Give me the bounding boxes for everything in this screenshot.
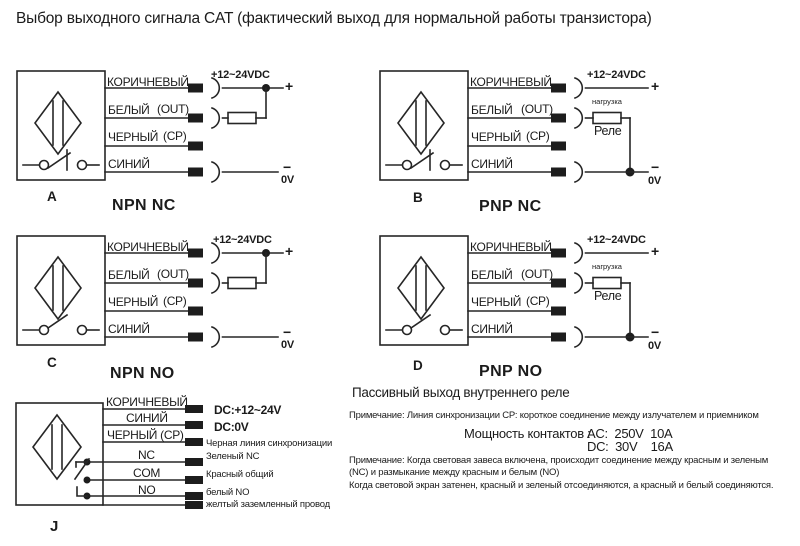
a-zero-volt-label: 0V [281, 174, 294, 186]
b-diagram-letter: B [413, 190, 423, 205]
connector-arcs [212, 243, 219, 347]
sync-note: Примечание: Линия синхронизации СР: короткое соединение между излучателем и приемником [349, 410, 759, 421]
d-minus-terminal: − [651, 324, 659, 340]
diagram-j-art [16, 403, 203, 509]
j-com-wire-label: COM [133, 466, 161, 480]
relay-contact-icon [75, 459, 91, 500]
c-minus-terminal: − [283, 324, 291, 340]
ac-rating: AC: 250V 10A [587, 426, 673, 441]
b-blue-wire-label: СИНИЙ [471, 157, 513, 171]
d-blue-wire-label: СИНИЙ [471, 322, 513, 336]
d-type-label: PNP NO [479, 363, 543, 380]
d-out-label: (OUT) [521, 267, 553, 281]
j-black-wire-label: ЧЕРНЫЙ (СР) [107, 428, 184, 442]
wire-terminals [551, 84, 566, 177]
j-power-label: DC:+12~24V [214, 403, 282, 417]
a-supply-label: +12~24VDC [211, 69, 270, 81]
b-brown-wire-label: КОРИЧНЕВЫЙ [470, 75, 552, 89]
b-white-wire-label: БЕЛЫЙ [471, 103, 513, 117]
b-out-label: (OUT) [521, 102, 553, 116]
sensor-diamond-icon [35, 92, 81, 154]
light-on-note-line2: (NC) и размыкание между красным и белым (NO) [349, 467, 560, 478]
j-brown-wire-label: КОРИЧНЕВЫЙ [106, 395, 188, 409]
d-relay-label: Реле [594, 289, 622, 303]
sensor-diamond-icon [398, 92, 444, 154]
j-earth-label: желтый заземленный провод [206, 499, 330, 510]
c-supply-label: +12~24VDC [213, 234, 272, 246]
wire-terminals [188, 84, 203, 177]
a-minus-terminal: − [283, 159, 291, 175]
a-blue-wire-label: СИНИЙ [108, 157, 150, 171]
a-out-label: (OUT) [157, 102, 189, 116]
sensor-diamond-icon [33, 415, 81, 479]
c-brown-wire-label: КОРИЧНЕВЫЙ [107, 240, 189, 254]
connector-arcs [212, 78, 219, 182]
wire-terminals [185, 405, 203, 509]
wire-terminals [551, 249, 566, 342]
wire-terminals [188, 249, 203, 342]
sensor-box [380, 71, 468, 180]
a-plus-terminal: + [285, 78, 293, 94]
d-cp-label: (СР) [526, 294, 550, 308]
b-supply-label: +12~24VDC [587, 69, 646, 81]
d-diagram-letter: D [413, 358, 423, 373]
j-ground-label: DC:0V [214, 420, 249, 434]
dc-rating: DC: 30V 16A [587, 439, 673, 454]
c-black-wire-label: ЧЕРНЫЙ [108, 295, 159, 309]
resistor [228, 113, 256, 124]
c-zero-volt-label: 0V [281, 339, 294, 351]
no-switch-icon [386, 315, 462, 335]
contact-rating-label: Мощность контактов : [464, 426, 591, 441]
page-title: Выбор выходного сигнала CAT (фактический выход для нормальной работы транзистора) [16, 10, 652, 27]
b-cp-label: (СР) [526, 129, 550, 143]
c-out-label: (OUT) [157, 267, 189, 281]
light-off-note: Когда световой экран затенен, красный и зеленый отсоединяются, а красный и белый соединяются. [349, 480, 774, 491]
passive-relay-heading: Пассивный выход внутреннего реле [352, 385, 570, 400]
a-type-label: NPN NC [112, 197, 176, 214]
j-sync-label: Черная линия синхронизации [206, 438, 333, 449]
b-relay-label: Реле [594, 124, 622, 138]
a-cp-label: (СР) [163, 129, 187, 143]
j-red-common-label: Красный общий [206, 469, 274, 480]
j-green-nc-label: Зеленый NC [206, 451, 260, 462]
relay-load-resistor [593, 113, 621, 124]
c-type-label: NPN NO [110, 365, 175, 382]
j-white-no-label: белый NO [206, 487, 250, 498]
c-diagram-letter: C [47, 355, 57, 370]
a-white-wire-label: БЕЛЫЙ [108, 103, 150, 117]
d-plus-terminal: + [651, 243, 659, 259]
sensor-diamond-icon [398, 257, 444, 319]
b-minus-terminal: − [651, 159, 659, 175]
b-type-label: PNP NC [479, 198, 542, 215]
sensor-box [17, 236, 105, 345]
b-zero-volt-label: 0V [648, 175, 661, 187]
resistor [228, 278, 256, 289]
j-diagram-letter: J [50, 518, 59, 535]
c-blue-wire-label: СИНИЙ [108, 322, 150, 336]
b-black-wire-label: ЧЕРНЫЙ [471, 130, 522, 144]
connector-arcs [575, 243, 582, 347]
sensor-diamond-icon [35, 257, 81, 319]
connector-arcs [575, 78, 582, 182]
sensor-box [380, 236, 468, 345]
c-white-wire-label: БЕЛЫЙ [108, 268, 150, 282]
d-white-wire-label: БЕЛЫЙ [471, 268, 513, 282]
a-black-wire-label: ЧЕРНЫЙ [108, 130, 159, 144]
j-no-wire-label: NO [138, 483, 156, 497]
c-plus-terminal: + [285, 243, 293, 259]
d-supply-label: +12~24VDC [587, 234, 646, 246]
a-brown-wire-label: КОРИЧНЕВЫЙ [107, 75, 189, 89]
d-black-wire-label: ЧЕРНЫЙ [471, 295, 522, 309]
no-switch-icon [23, 315, 99, 335]
j-nc-wire-label: NC [138, 448, 155, 462]
d-brown-wire-label: КОРИЧНЕВЫЙ [470, 240, 552, 254]
a-diagram-letter: A [47, 189, 57, 204]
j-blue-wire-label: СИНИЙ [126, 411, 168, 425]
sensor-box [17, 71, 105, 180]
light-on-note-line1: Примечание: Когда световая завеса включена, происходит соединение между красным и зеленым [349, 455, 769, 466]
b-load-label: нагрузка [592, 97, 622, 106]
nc-switch-icon [23, 150, 99, 170]
relay-load-resistor [593, 278, 621, 289]
b-plus-terminal: + [651, 78, 659, 94]
c-cp-label: (СР) [163, 294, 187, 308]
nc-switch-icon [386, 150, 462, 170]
d-load-label: нагрузка [592, 262, 622, 271]
d-zero-volt-label: 0V [648, 340, 661, 352]
